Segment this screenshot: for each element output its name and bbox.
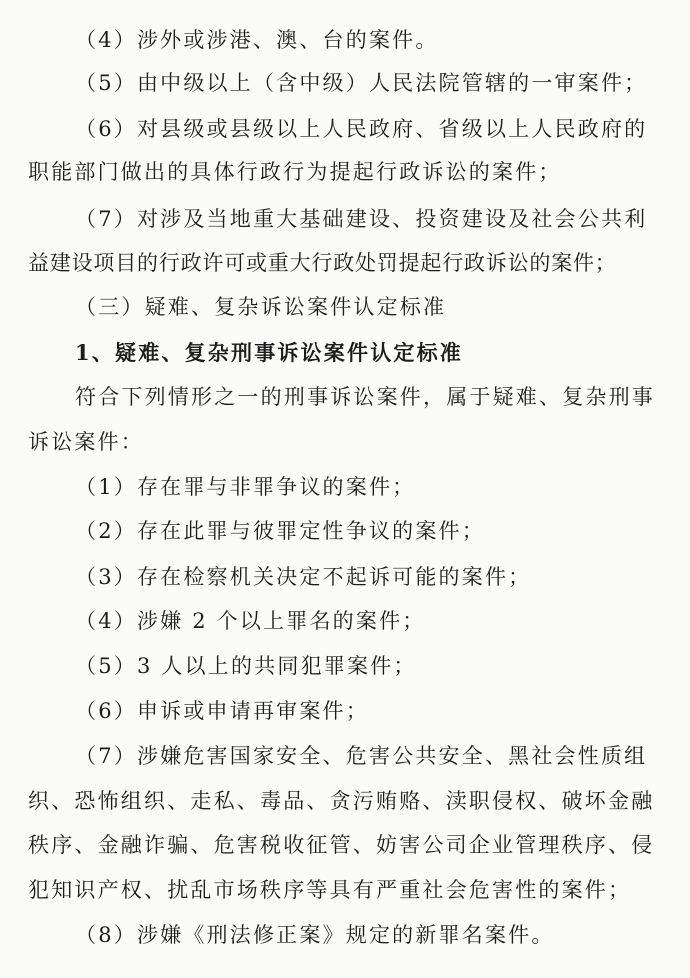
text-line: 益建设项目的行政许可或重大行政处罚提起行政诉讼的案件； [28, 251, 617, 275]
list-item: （8）涉嫌《刑法修正案》规定的新罪名案件。 [75, 923, 555, 947]
list-item: （4）涉嫌 2 个以上罪名的案件； [75, 609, 426, 633]
text-line: 职能部门做出的具体行政行为提起行政诉讼的案件； [28, 160, 562, 184]
text-line: （4）涉外或涉港、澳、台的案件。 [75, 28, 439, 52]
list-item: （2）存在此罪与彼罪定性争议的案件； [75, 519, 485, 543]
text-line: 犯知识产权、扰乱市场秩序等具有严重社会危害性的案件； [28, 878, 632, 902]
text-line: （5）由中级以上（含中级）人民法院管辖的一审案件； [75, 71, 648, 95]
list-item: （5）3 人以上的共同犯罪案件； [75, 654, 417, 678]
list-item: （3）存在检察机关决定不起诉可能的案件； [75, 565, 532, 589]
subsection-heading: 1、疑难、复杂刑事诉讼案件认定标准 [75, 340, 464, 365]
text-line: 诉讼案件： [28, 430, 144, 454]
text-line: 符合下列情形之一的刑事诉讼案件，属于疑难、复杂刑事 [75, 385, 655, 409]
text-line: （7）对涉及当地重大基础建设、投资建设及社会公共利 [75, 207, 648, 231]
list-item: （7）涉嫌危害国家安全、危害公共安全、黑社会性质组 [75, 744, 648, 768]
section-heading: （三）疑难、复杂诉讼案件认定标准 [75, 295, 447, 319]
list-item: （1）存在罪与非罪争议的案件； [75, 475, 416, 499]
list-item: （6）申诉或申请再审案件； [75, 699, 369, 723]
text-line: 织、恐怖组织、走私、毒品、贪污贿赂、渎职侵权、破坏金融 [28, 789, 655, 813]
text-line: 秩序、金融诈骗、危害税收征管、妨害公司企业管理秩序、侵 [28, 833, 655, 857]
text-line: （6）对县级或县级以上人民政府、省级以上人民政府的 [75, 117, 648, 141]
